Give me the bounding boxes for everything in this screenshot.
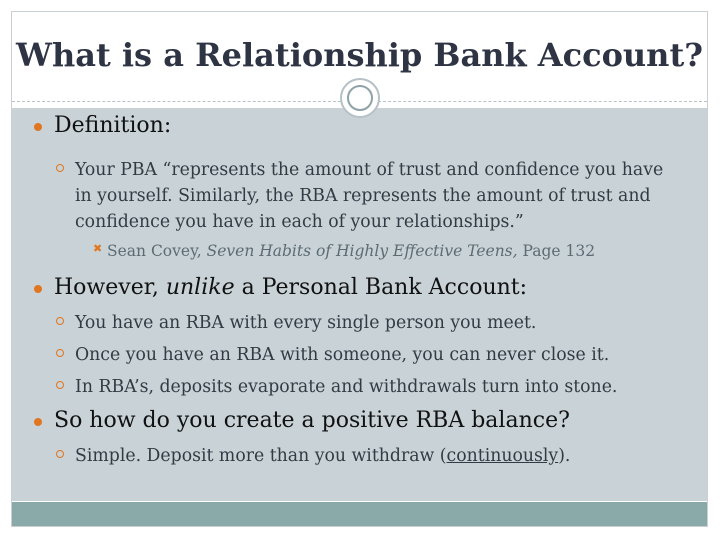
hollow-bullet-icon bbox=[56, 317, 64, 325]
sub-bullet-text: Your PBA “represents the amount of trust and confidence you have in yourself. Similarly, the RBA represents the amount of trust and confidence you have in each of your relationships.” bbox=[75, 160, 664, 232]
filled-bullet-icon bbox=[34, 418, 42, 426]
bullet-text-emphasis: unlike bbox=[165, 275, 235, 300]
citation-text bbox=[107, 242, 595, 260]
citation-book-title: Seven Habits of Highly Effective Teens, bbox=[206, 242, 518, 260]
sub-bullet-text: In RBA’s, deposits evaporate and withdrawals turn into stone. bbox=[75, 377, 618, 397]
x-bullet-icon: ✖ bbox=[93, 242, 103, 255]
slide-title: What is a Relationship Bank Account? bbox=[16, 36, 703, 74]
sub-bullet-text: Once you have an RBA with someone, you can never close it. bbox=[75, 345, 610, 365]
hollow-bullet-icon bbox=[56, 164, 64, 172]
citation-page: Page 132 bbox=[517, 242, 596, 260]
bullet-text: So how do you create a positive RBA balance? bbox=[54, 408, 570, 433]
underlined-word: continuously bbox=[446, 446, 559, 466]
bullet-text: Definition: bbox=[54, 113, 172, 138]
citation-author: Sean Covey, bbox=[107, 242, 207, 260]
sub-bullet-text-suffix: ). bbox=[558, 446, 571, 466]
hollow-bullet-icon bbox=[56, 450, 64, 458]
sub-bullet-text-prefix: Simple. Deposit more than you withdraw ( bbox=[75, 446, 447, 466]
circle-ornament-inner bbox=[347, 85, 373, 111]
hollow-bullet-icon bbox=[56, 381, 64, 389]
bullet-text-suffix: a Personal Bank Account: bbox=[234, 275, 528, 300]
bullet-text bbox=[54, 275, 527, 300]
bullet-text-prefix: However, bbox=[54, 275, 166, 300]
footer-bar bbox=[12, 502, 707, 526]
sub-bullet-text: You have an RBA with every single person you meet. bbox=[75, 313, 537, 333]
filled-bullet-icon bbox=[34, 285, 42, 293]
sub-bullet-text bbox=[75, 443, 685, 469]
slide-frame bbox=[11, 11, 708, 527]
filled-bullet-icon bbox=[34, 123, 42, 131]
content-area bbox=[12, 108, 707, 501]
circle-ornament-icon bbox=[340, 78, 380, 118]
hollow-bullet-icon bbox=[56, 349, 64, 357]
